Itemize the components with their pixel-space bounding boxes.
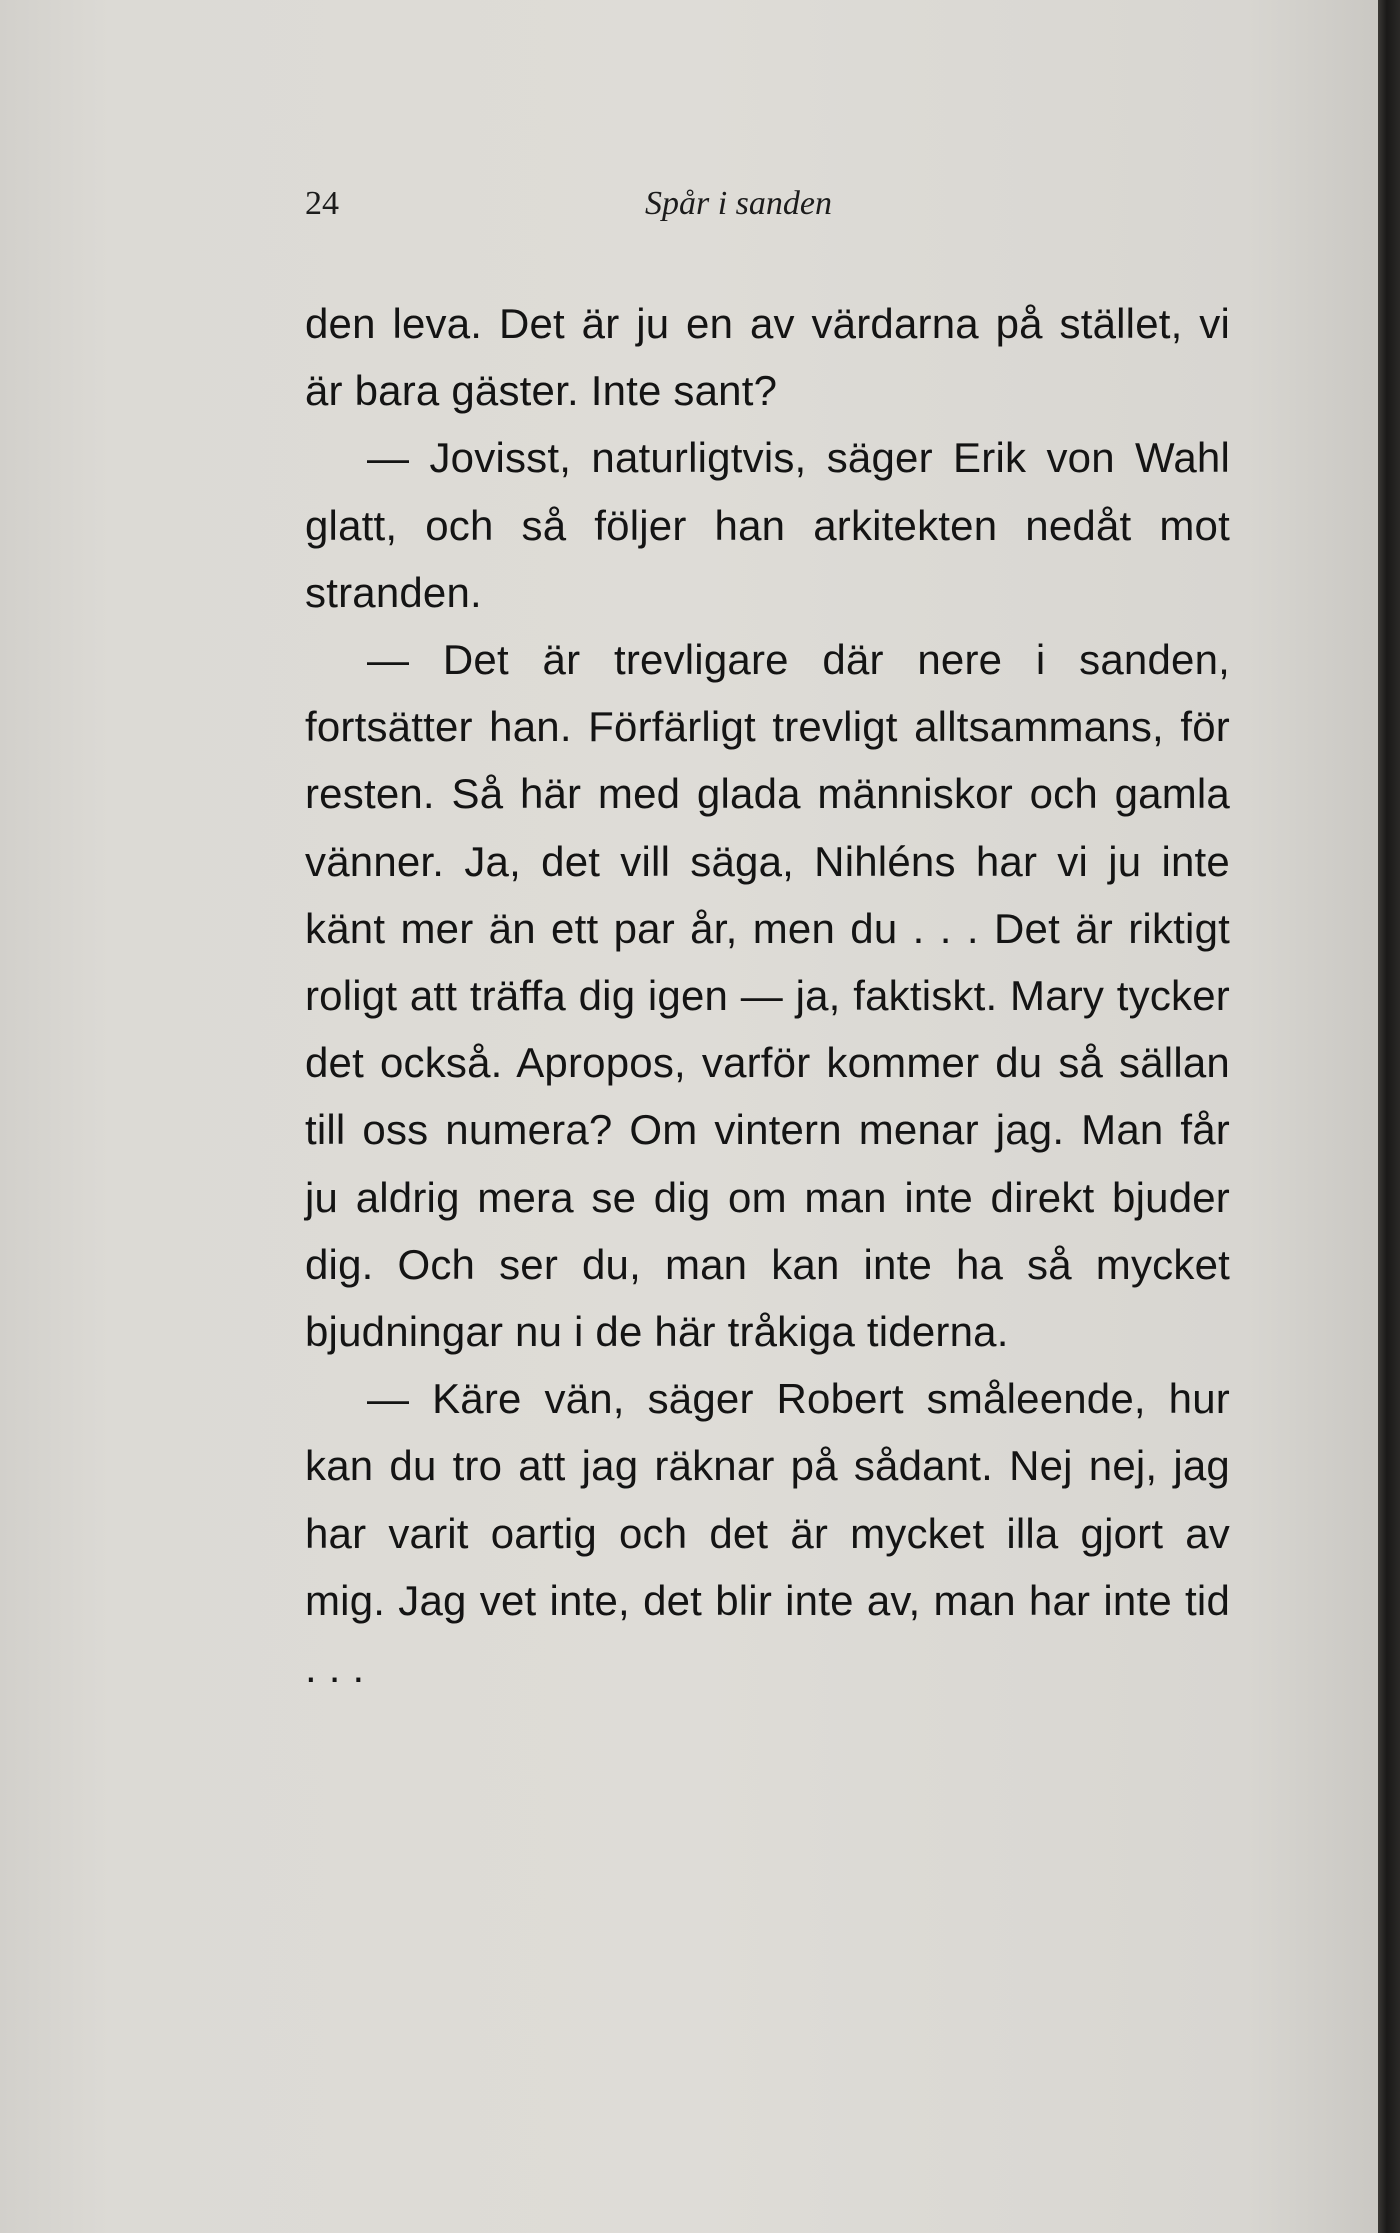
page-number: 24 — [305, 185, 339, 222]
book-spine-edge — [1378, 0, 1400, 2233]
paragraph-1: den leva. Det är ju en av värdarna på stället, vi är bara gäster. Inte sant? — [305, 300, 1230, 415]
running-title: Spår i sanden — [645, 185, 832, 222]
paragraph-3: — Det är trevligare där nere i sanden, fortsätter han. Förfärligt trevligt alltsammans, för resten. Så här med glada människor och gamla vänner. Ja, det vill säga, Nihléns har vi ju inte känt mer än ett par år, men du . . . Det är riktigt roligt att träffa dig igen — ja, faktiskt. Mary tycker det också. Apropos, varför kommer du så sällan till oss numera? Om vintern menar jag. Man får ju aldrig mera se dig om man inte direkt bjuder dig. Och ser du, man kan inte ha så mycket bjudningar nu i de här tråkiga tiderna. — [305, 636, 1230, 1356]
paragraph-4: — Käre vän, säger Robert småleende, hur kan du tro att jag räknar på sådant. Nej nej, jag har varit oartig och det är mycket illa gjort av mig. Jag vet inte, det blir inte av, man har inte tid . . . — [305, 1375, 1230, 1692]
body-text — [305, 290, 1230, 1701]
page-header — [305, 185, 1230, 235]
paragraph-2: — Jovisst, naturligtvis, säger Erik von Wahl glatt, och så följer han arkitekten nedåt mot stranden. — [305, 434, 1230, 616]
